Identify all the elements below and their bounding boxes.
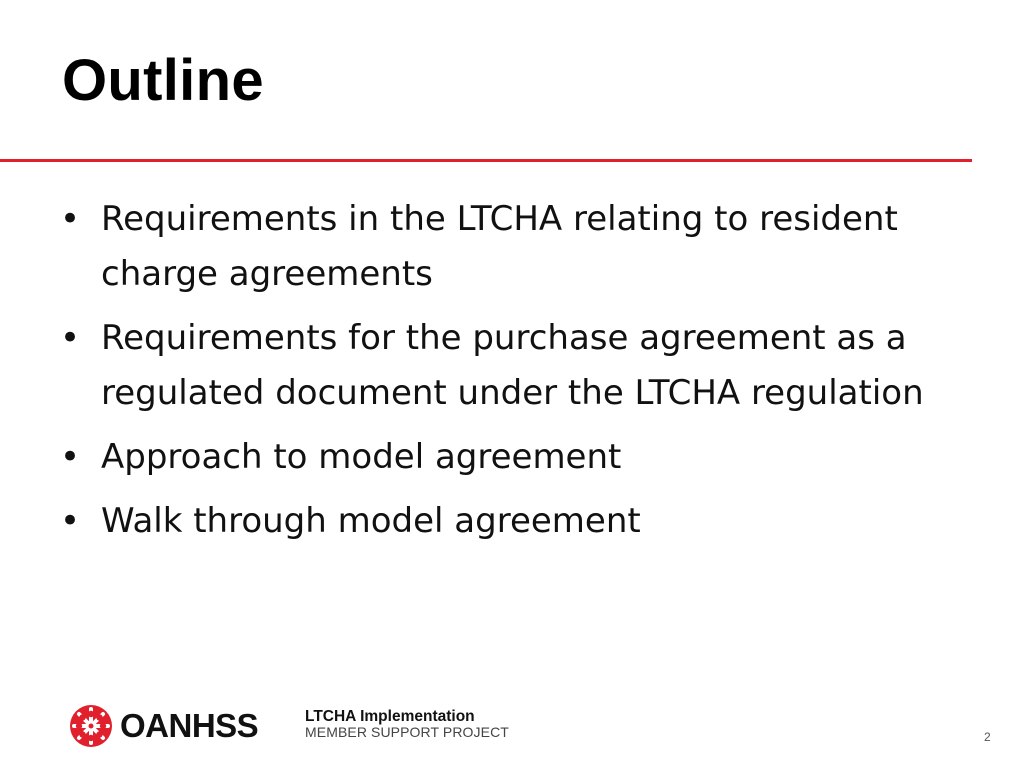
bullet-marker: • [60,437,81,477]
oanhss-snowflake-logo-icon [68,703,114,749]
bullet-item [58,311,968,421]
slide-title: Outline [62,48,264,113]
bullet-list [58,192,968,558]
oanhss-logo [68,704,258,748]
page-number: 2 [984,730,991,744]
bullet-item [58,430,968,485]
bullet-item [58,192,968,302]
project-subtitle: MEMBER SUPPORT PROJECT [305,724,509,741]
bullet-text: Approach to model agreement [101,437,622,477]
bullet-item [58,494,968,549]
bullet-marker: • [60,318,81,358]
bullet-text: Walk through model agreement [101,501,641,541]
bullet-marker: • [60,199,81,239]
bullet-text: Requirements for the purchase agreement as a regulated document under the LTCHA regulation [101,318,924,413]
bullet-marker: • [60,501,81,541]
project-title: LTCHA Implementation [305,708,475,725]
title-divider [0,159,972,162]
bullet-text: Requirements in the LTCHA relating to resident charge agreements [101,199,898,294]
logo-text: OANHSS [120,707,259,744]
project-label [305,709,509,740]
